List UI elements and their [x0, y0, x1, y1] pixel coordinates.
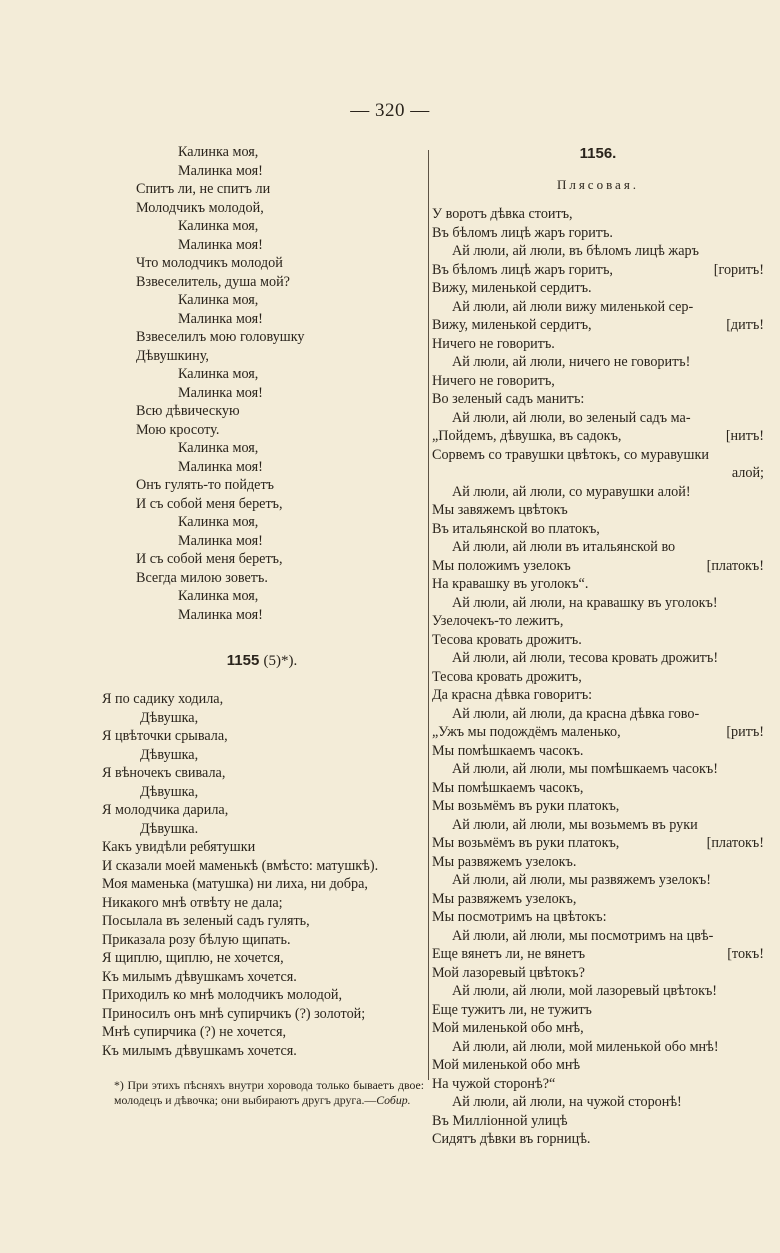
- verse-line: [102, 587, 422, 606]
- verse-text: Мой миленькой обо мнѣ: [432, 1057, 581, 1073]
- page-number: — 320 —: [350, 100, 430, 121]
- verse-text: Въ бѣломъ лицѣ жаръ горитъ.: [432, 224, 613, 241]
- verse-text: Мы развяжемъ узелокъ.: [432, 853, 577, 870]
- verse-line: [432, 1093, 764, 1112]
- verse-text: Сорвемъ со травушки цвѣтокъ, со муравушки: [432, 446, 709, 463]
- verse-text: Я по садику ходила,: [102, 691, 224, 707]
- verse-line: [102, 439, 422, 458]
- verse-text: Я цвѣточки срывала,: [102, 728, 228, 744]
- verse-line: [432, 261, 764, 280]
- verse-text: Дѣвушка,: [140, 746, 199, 763]
- verse-carryover: [токъ!: [727, 946, 764, 962]
- verse-line: [432, 594, 764, 613]
- verse-line: [102, 709, 422, 728]
- verse-text: Ай люли, ай люли, во зеленый садъ ма-: [452, 409, 691, 426]
- verse-text: У воротъ дѣвка стоитъ,: [432, 206, 573, 222]
- verse-text: Калинка моя,: [178, 366, 259, 382]
- verse-text: Спитъ ли, не спитъ ли: [136, 181, 271, 197]
- verse-text: Калинка моя,: [178, 588, 259, 604]
- verse-line: [102, 820, 422, 839]
- verse-line: [432, 538, 764, 557]
- verse-line: [102, 365, 422, 384]
- verse-text: И сказали моей маменькѣ (вмѣсто: матушкѣ).: [102, 857, 379, 874]
- verse-text: Малинка моя!: [178, 458, 263, 475]
- verse-line: [432, 427, 764, 446]
- verse-line: [432, 668, 764, 687]
- verse-line: [102, 931, 422, 950]
- verse-line: [102, 476, 422, 495]
- verse-line: [432, 409, 764, 428]
- verse-line: [102, 550, 422, 569]
- verse-line: [432, 446, 764, 465]
- verse-text: Вижу, миленькой сердитъ.: [432, 280, 592, 296]
- verse-text: Калинка моя,: [178, 514, 259, 530]
- verse-text: И съ собой меня беретъ,: [136, 551, 283, 567]
- verse-line: [432, 1112, 764, 1131]
- verse-line: [102, 986, 422, 1005]
- verse-text: Мы помѣшкаемъ часокъ,: [432, 779, 584, 796]
- verse-text: Малинка моя!: [178, 384, 263, 401]
- verse-line: [102, 162, 422, 181]
- song-1154-verses: [102, 143, 422, 624]
- verse-text: Калинка моя,: [178, 144, 259, 160]
- song-number: 1155: [226, 652, 260, 669]
- verse-line: [102, 347, 422, 366]
- verse-text: Малинка моя!: [178, 606, 263, 623]
- verse-text: Ай люли, ай люли, мой миленькой обо мнѣ!: [452, 1038, 719, 1055]
- verse-text: Въ Милліонной улицѣ: [432, 1112, 568, 1129]
- song-1156-heading: 1156.: [579, 145, 617, 162]
- verse-line: [432, 335, 764, 354]
- verse-text: Ай люли, ай люли, мы возьмемъ въ руки: [452, 816, 698, 833]
- verse-text: Тесова кровать дрожитъ,: [432, 668, 582, 685]
- verse-text: Во зеленый садъ манитъ:: [432, 391, 585, 407]
- verse-line: [432, 575, 764, 594]
- verse-text: Мы положимъ узелокъ: [432, 557, 571, 574]
- verse-text: Дѣвушка,: [140, 709, 199, 726]
- verse-text: Малинка моя!: [178, 310, 263, 327]
- verse-text: Да красна дѣвка говоритъ:: [432, 687, 593, 703]
- verse-line: [102, 875, 422, 894]
- verse-line: [102, 1005, 422, 1024]
- verse-line: [432, 871, 764, 890]
- verse-text: Къ милымъ дѣвушкамъ хочется.: [102, 968, 297, 985]
- verse-line: [102, 764, 422, 783]
- verse-text: Молодчикъ молодой,: [136, 199, 264, 216]
- verse-text: Мы возьмёмъ въ руки платокъ,: [432, 798, 620, 814]
- verse-line: [102, 143, 422, 162]
- verse-line: [432, 1001, 764, 1020]
- verse-line: [102, 801, 422, 820]
- verse-line: [432, 520, 764, 539]
- verse-line: [102, 328, 422, 347]
- verse-line: [102, 746, 422, 765]
- verse-text: Еще вянетъ ли, не вянетъ: [432, 946, 586, 962]
- verse-text: Калинка моя,: [178, 292, 259, 308]
- verse-line: [432, 686, 764, 705]
- verse-carryover: [платокъ!: [706, 557, 764, 574]
- verse-text: Калинка моя,: [178, 440, 259, 456]
- verse-text: Въ итальянской во платокъ,: [432, 520, 600, 537]
- verse-text: Я молодчика дарила,: [102, 802, 229, 818]
- verse-text: Малинка моя!: [178, 162, 263, 179]
- verse-carryover: [горитъ!: [713, 261, 764, 278]
- verse-line: [432, 464, 764, 483]
- verse-text: Взвеселилъ мою головушку: [136, 329, 305, 345]
- verse-line: [432, 779, 764, 798]
- verse-text: Мы помѣшкаемъ часокъ.: [432, 742, 584, 759]
- song-1155-heading: [102, 650, 422, 672]
- verse-text: Дѣвушкину,: [136, 347, 209, 364]
- song-1156-subtitle: Плясовая.: [556, 177, 640, 192]
- verse-line: [102, 1042, 422, 1061]
- verse-text: Всю дѣвическую: [136, 403, 240, 419]
- verse-text: Малинка моя!: [178, 236, 263, 253]
- verse-line: [432, 742, 764, 761]
- verse-line: [432, 853, 764, 872]
- verse-line: [432, 353, 764, 372]
- verse-line: [432, 631, 764, 650]
- verse-line: [102, 783, 422, 802]
- verse-text: Ай люли, ай люли, мы посмотримъ на цвѣ-: [452, 927, 714, 944]
- verse-line: [432, 1130, 764, 1149]
- verse-text: Ничего не говоритъ.: [432, 335, 555, 352]
- verse-line: [432, 1056, 764, 1075]
- verse-carryover: [нитъ!: [725, 428, 764, 444]
- verse-line: [102, 217, 422, 236]
- verse-text: Никакого мнѣ отвѣту не дала;: [102, 894, 283, 911]
- verse-text: Что молодчикъ молодой: [136, 255, 283, 271]
- verse-line: [102, 236, 422, 255]
- verse-text: „Пойдемъ, дѣвушка, въ садокъ,: [432, 428, 622, 444]
- verse-text: Я щиплю, щиплю, не хочется,: [102, 950, 284, 966]
- verse-line: [102, 384, 422, 403]
- verse-line: [102, 606, 422, 625]
- verse-text: Ай люли, ай люли, въ бѣломъ лицѣ жаръ: [452, 243, 699, 259]
- verse-line: [432, 649, 764, 668]
- verse-carryover: [дитъ!: [726, 317, 764, 333]
- verse-line: [102, 1023, 422, 1042]
- verse-text: И съ собой меня беретъ,: [136, 495, 283, 512]
- verse-line: [432, 242, 764, 261]
- verse-line: [432, 372, 764, 391]
- verse-line: [102, 727, 422, 746]
- song-1155-verses: [102, 690, 422, 1060]
- verse-text: Ай люли, ай люли, со муравушки алой!: [452, 483, 691, 500]
- verse-line: [432, 298, 764, 317]
- verse-text: На кравашку въ уголокъ“.: [432, 576, 589, 592]
- song-1156-verses: [432, 205, 764, 1149]
- verse-text: Мы возьмёмъ въ руки платокъ,: [432, 835, 620, 851]
- verse-line: [432, 890, 764, 909]
- verse-text: Калинка моя,: [178, 218, 259, 234]
- verse-carryover: алой;: [731, 465, 764, 481]
- verse-line: [102, 912, 422, 931]
- verse-line: [432, 982, 764, 1001]
- verse-line: [102, 254, 422, 273]
- verse-text: Ай люли, ай люли, мой лазоревый цвѣтокъ!: [452, 983, 718, 999]
- footnote: [102, 1078, 424, 1108]
- verse-line: [432, 390, 764, 409]
- verse-line: [432, 834, 764, 853]
- footnote-signature: Собир.: [376, 1093, 411, 1107]
- verse-line: [432, 705, 764, 724]
- verse-text: Мой миленькой обо мнѣ,: [432, 1020, 584, 1036]
- verse-text: Приносилъ онъ мнѣ супирчикъ (?) золотой;: [102, 1005, 366, 1022]
- verse-text: Ай люли, ай люли, тесова кровать дрожитъ!: [452, 650, 719, 666]
- verse-line: [102, 968, 422, 987]
- verse-text: Ай люли, ай люли, мы развяжемъ узелокъ!: [452, 872, 711, 888]
- verse-line: [432, 279, 764, 298]
- verse-text: Ай люли, ай люли вижу миленькой сер-: [452, 298, 694, 315]
- verse-text: Моя маменька (матушка) ни лиха, ни добра,: [102, 876, 368, 892]
- verse-text: Дѣвушка,: [140, 783, 199, 800]
- column-divider: [428, 150, 429, 1080]
- left-column: [102, 143, 422, 1108]
- verse-text: Мы развяжемъ узелокъ,: [432, 890, 577, 907]
- verse-line: [432, 964, 764, 983]
- verse-text: Къ милымъ дѣвушкамъ хочется.: [102, 1042, 297, 1059]
- verse-line: [432, 224, 764, 243]
- verse-line: [102, 402, 422, 421]
- verse-line: [432, 316, 764, 335]
- verse-text: Ай люли, ай люли, ничего не говоритъ!: [452, 354, 691, 370]
- verse-text: Ничего не говоритъ,: [432, 372, 555, 389]
- verse-text: На чужой сторонѣ?“: [432, 1075, 556, 1092]
- verse-text: Приказала розу бѣлую щипать.: [102, 931, 291, 948]
- verse-line: [102, 458, 422, 477]
- verse-text: Ай люли, ай люли, мы помѣшкаемъ часокъ!: [452, 761, 718, 777]
- verse-text: Ай люли, ай люли, да красна дѣвка гово-: [452, 705, 700, 722]
- footnote-text: *) При этихъ пѣсняхъ внутри хоровода только бываетъ двое: молодецъ и дѣвочка; они выбираютъ другъ друга.—: [114, 1078, 424, 1107]
- verse-text: Узелочекъ-то лежитъ,: [432, 613, 564, 629]
- verse-line: [102, 894, 422, 913]
- verse-text: Вижу, миленькой сердитъ,: [432, 317, 592, 333]
- verse-text: Еще тужитъ ли, не тужитъ: [432, 1001, 592, 1018]
- verse-line: [432, 760, 764, 779]
- verse-text: Какъ увидѣли ребятушки: [102, 839, 256, 855]
- verse-line: [102, 949, 422, 968]
- verse-line: [102, 273, 422, 292]
- verse-text: Посылала въ зеленый садъ гулять,: [102, 913, 310, 929]
- verse-line: [432, 483, 764, 502]
- verse-line: [102, 513, 422, 532]
- verse-line: [432, 501, 764, 520]
- verse-line: [432, 927, 764, 946]
- verse-text: Мою кросоту.: [136, 421, 220, 438]
- verse-line: [102, 569, 422, 588]
- verse-text: Мы завяжемъ цвѣтокъ: [432, 502, 568, 518]
- verse-line: [432, 797, 764, 816]
- verse-text: Тесова кровать дрожитъ.: [432, 631, 582, 648]
- verse-line: [432, 557, 764, 576]
- verse-line: [102, 532, 422, 551]
- verse-line: [432, 1075, 764, 1094]
- verse-text: Всегда милою зоветъ.: [136, 569, 268, 586]
- verse-line: [432, 945, 764, 964]
- verse-text: Я вѣночекъ свивала,: [102, 765, 226, 781]
- verse-line: [102, 690, 422, 709]
- verse-line: [432, 205, 764, 224]
- verse-line: [432, 908, 764, 927]
- verse-line: [102, 838, 422, 857]
- verse-text: Онъ гулять-то пойдетъ: [136, 477, 274, 493]
- verse-line: [102, 291, 422, 310]
- verse-line: [432, 612, 764, 631]
- verse-line: [102, 310, 422, 329]
- verse-text: Ай люли, ай люли, на кравашку въ уголокъ!: [452, 594, 718, 611]
- verse-text: Ай люли, ай люли въ итальянской во: [452, 539, 676, 555]
- verse-text: Ай люли, ай люли, на чужой сторонѣ!: [452, 1094, 682, 1110]
- verse-text: Дѣвушка.: [140, 820, 199, 837]
- verse-text: Мы посмотримъ на цвѣтокъ:: [432, 909, 607, 925]
- verse-text: Сидятъ дѣвки въ горницѣ.: [432, 1131, 591, 1147]
- verse-line: [432, 1019, 764, 1038]
- verse-line: [102, 857, 422, 876]
- verse-line: [102, 199, 422, 218]
- verse-line: [102, 180, 422, 199]
- verse-line: [432, 1038, 764, 1057]
- verse-line: [432, 723, 764, 742]
- verse-text: Взвеселитель, душа мой?: [136, 273, 290, 290]
- verse-carryover: [ритъ!: [726, 724, 764, 740]
- verse-line: [432, 816, 764, 835]
- verse-line: [102, 421, 422, 440]
- verse-text: Въ бѣломъ лицѣ жаръ горитъ,: [432, 261, 613, 278]
- verse-line: [102, 495, 422, 514]
- verse-carryover: [платокъ!: [706, 835, 764, 851]
- verse-text: Мой лазоревый цвѣтокъ?: [432, 964, 585, 981]
- verse-text: Приходилъ ко мнѣ молодчикъ молодой,: [102, 987, 343, 1003]
- right-column: [432, 143, 764, 1149]
- song-note: (5)*).: [263, 653, 298, 669]
- verse-text: Мнѣ супирчика (?) не хочется,: [102, 1024, 287, 1040]
- verse-text: „Ужъ мы подождёмъ маленько,: [432, 724, 621, 740]
- verse-text: Малинка моя!: [178, 532, 263, 549]
